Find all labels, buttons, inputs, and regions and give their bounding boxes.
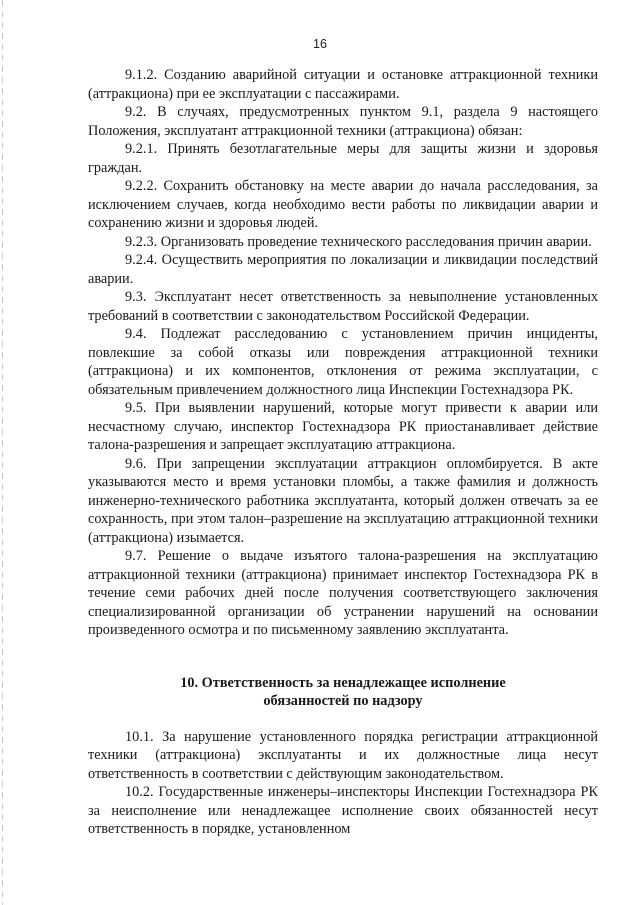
paragraph-9-6: 9.6. При запрещении эксплуатации аттракцион опломбируется. В акте указываются место и время установки пломбы, а также фамилия и должность инженерно-технического работника эксплуатанта, который должен отвечать за ее сохранность, при этом талон–разрешение на эксплуатацию аттракционной техники (аттракциона) изымается. [88, 455, 598, 546]
section-heading-line-2: обязанностей по надзору [263, 693, 423, 709]
scan-edge [2, 0, 3, 905]
paragraph-9-2-1: 9.2.1. Принять безотлагательные меры для защиты жизни и здоровья граждан. [88, 141, 598, 176]
paragraph-9-2-3: 9.2.3. Организовать проведение технического расследования причин аварии. [125, 233, 592, 250]
paragraph-9-3: 9.3. Эксплуатант несет ответственность за невыполнение установленных требований в соответствии с законодательством Российской Федерации. [88, 289, 598, 324]
section-heading [88, 674, 598, 711]
paragraph-10-1: 10.1. За нарушение установленного порядка регистрации аттракционной техники (аттракциона) эксплуатанты и их должностные лица несут ответственность в соответствии с действующим законодательством. [88, 728, 598, 782]
paragraph-9-2: 9.2. В случаях, предусмотренных пунктом 9.1, раздела 9 настоящего Положения, эксплуатант аттракционной техники (аттракциона) обязан: [88, 104, 598, 139]
section-heading-line-1: 10. Ответственность за ненадлежащее исполнение [180, 674, 506, 691]
paragraph-9-2-4: 9.2.4. Осуществить мероприятия по локализации и ликвидации последствий аварии. [88, 252, 598, 287]
paragraph-9-4: 9.4. Подлежат расследованию с установлением причин инциденты, повлекшие за собой отказы или повреждения аттракционной техники (аттракциона) и их компонентов, отклонения от режима эксплуатации, с обязательным привлечением должностного лица Инспекции Гостехнадзора РК. [88, 326, 598, 398]
paragraph-9-1-2: 9.1.2. Созданию аварийной ситуации и остановке аттракционной техники (аттракциона) при ее эксплуатации с пассажирами. [88, 67, 598, 102]
document-body [88, 66, 598, 839]
page-number: 16 [313, 37, 327, 51]
paragraph-9-7: 9.7. Решение о выдаче изъятого талона-разрешения на эксплуатацию аттракционной техники (аттракциона) принимает инспектор Гостехнадзора РК в течение семи рабочих дней после получения соответствующего заключения специализированной организации об устранении нарушений на основании произведенного осмотра и по письменному заявлению эксплуатанта. [88, 548, 598, 638]
paragraph-9-2-2: 9.2.2. Сохранить обстановку на месте аварии до начала расследования, за исключением случаев, когда необходимо вести работы по ликвидации аварии и сохранению жизни и здоровья людей. [88, 178, 598, 231]
paragraph-10-2: 10.2. Государственные инженеры–инспекторы Инспекции Гостехнадзора РК за неисполнение или ненадлежащее исполнение своих обязанностей несут ответственность в порядке, установленном [88, 784, 598, 837]
paragraph-9-5: 9.5. При выявлении нарушений, которые могут привести к аварии или несчастному случаю, инспектор Гостехнадзора РК приостанавливает действие талона-разрешения и запрещает эксплуатацию аттракциона. [88, 400, 598, 453]
